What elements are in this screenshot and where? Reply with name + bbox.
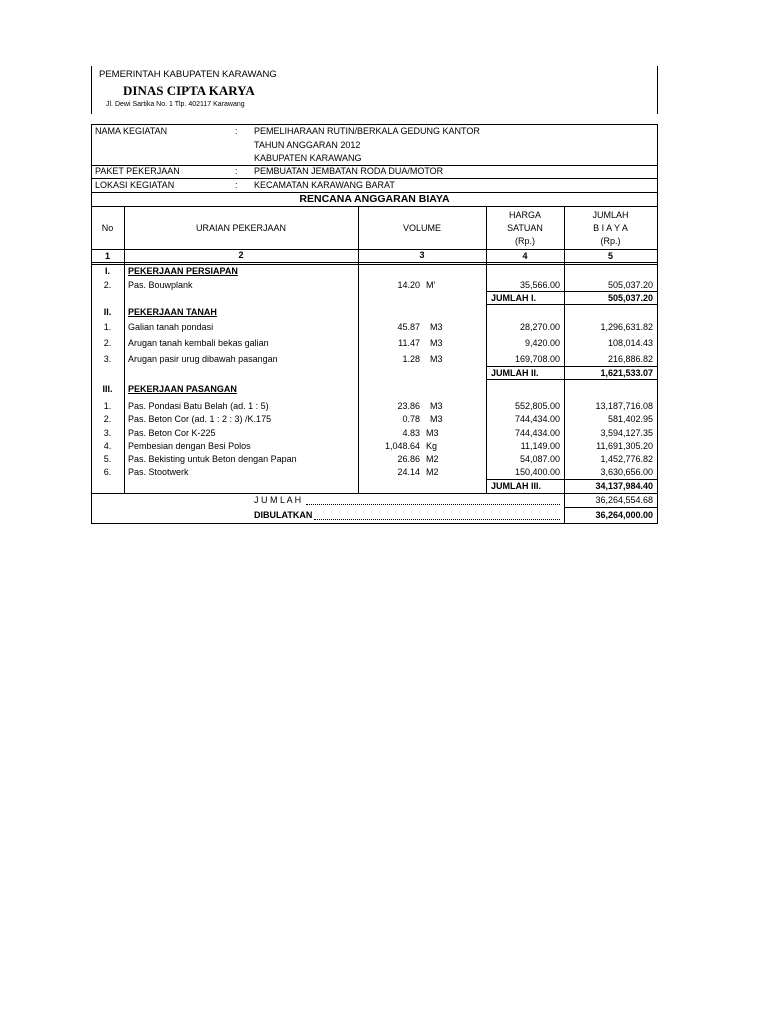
item-no: 2. [103,414,112,424]
col-header-jumlah: B I A Y A [593,223,628,233]
col-header-harga: (Rp.) [515,236,535,246]
agency-name: DINAS CIPTA KARYA [123,83,255,98]
info-top-line [91,124,658,125]
item-total: 581,402.95 [607,414,653,424]
table-right-border [657,192,658,523]
colon: : [235,126,238,136]
item-qty: 1.28 [402,354,420,364]
item-price: 169,708.00 [514,354,560,364]
item-price: 28,270.00 [519,322,560,332]
item-unit: M2 [426,454,439,464]
nama-kegiatan-line-3: KABUPATEN KARAWANG [254,153,362,163]
item-total: 3,630,656.00 [600,467,653,477]
nama-kegiatan-label: NAMA KEGIATAN [95,126,168,136]
item-unit: Kg [426,441,438,451]
item-no: 6. [103,467,112,477]
item-total: 1,296,631.82 [600,322,653,332]
item-desc: Pas. Beton Cor K-225 [128,428,216,438]
item-price: 35,566.00 [519,280,560,290]
item-no: 1. [103,401,112,411]
item-unit: M3 [430,354,443,364]
section-title: PEKERJAAN TANAH [128,307,217,317]
item-price: 744,434.00 [514,428,560,438]
col-number: 3 [419,250,425,260]
col-header-volume: VOLUME [402,223,441,233]
subtotal-label: JUMLAH I. [491,293,536,303]
item-no: 4. [103,441,112,451]
item-qty: 11.47 [398,338,420,348]
subtotal-value: 34,137,984.40 [595,481,653,491]
subtotal-value: 505,037.20 [607,293,653,303]
subtotal-value: 1,621,533.07 [600,368,653,378]
dotted-leader [306,504,560,505]
col-number: 2 [238,250,244,260]
jumlah-value: 36,264,554.68 [595,495,653,505]
col-header-no: No [101,223,114,233]
subtotal-label: JUMLAH II. [491,368,539,378]
col-number: 5 [607,251,613,261]
col-header-uraian: URAIAN PEKERJAAN [195,223,287,233]
colon: : [235,180,238,190]
paket-label: PAKET PEKERJAAN [95,166,180,176]
item-qty: 26.86 [397,454,420,464]
item-qty: 45.87 [397,322,420,332]
dibulatkan-value: 36,264,000.00 [595,510,653,520]
item-unit: M3 [430,414,443,424]
item-unit: M3 [430,338,443,348]
col-header-jumlah: (Rp.) [600,236,621,246]
section-title: PEKERJAAN PASANGAN [128,384,237,394]
lokasi-label: LOKASI KEGIATAN [95,180,175,190]
government-name: PEMERINTAH KABUPATEN KARAWANG [99,69,277,80]
item-desc: Arugan pasir urug dibawah pasangan [128,354,278,364]
item-price: 744,434.00 [514,414,560,424]
item-desc: Pembesian dengan Besi Polos [128,441,251,451]
section-number: III. [102,384,113,394]
paket-value: PEMBUATAN JEMBATAN RODA DUA/MOTOR [254,166,444,176]
item-price: 150,400.00 [514,467,560,477]
dotted-leader [314,519,560,520]
item-qty: 23.86 [397,401,420,411]
section-number: I. [104,266,110,276]
table-title: RENCANA ANGGARAN BIAYA [299,193,450,205]
item-unit: M3 [430,322,443,332]
section-number: II. [103,307,112,317]
border-right-header [657,66,658,114]
item-qty: 1,048.64 [384,441,420,451]
col-number: 4 [522,251,528,261]
colon: : [235,166,238,176]
subtotal-label: JUMLAH III. [491,481,542,491]
jumlah-label: J U M L A H [254,495,302,505]
col-number: 1 [104,251,110,261]
item-desc: Pas. Stootwerk [128,467,189,477]
item-total: 108,014.43 [607,338,653,348]
item-total: 3,594,127.35 [600,428,653,438]
item-qty: 0.78 [402,414,420,424]
item-qty: 14.20 [397,280,420,290]
item-unit: M' [426,280,436,290]
item-no: 2. [103,338,112,348]
item-no: 1. [103,322,112,332]
item-qty: 24.14 [397,467,420,477]
item-unit: M2 [426,467,439,477]
item-no: 3. [103,428,112,438]
item-unit: M3 [426,428,439,438]
item-desc: Pas. Bouwplank [128,280,193,290]
border-left-header [91,66,92,114]
item-price: 54,087.00 [519,454,560,464]
col-header-harga: SATUAN [507,223,543,233]
item-price: 9,420.00 [524,338,560,348]
item-total: 216,886.82 [607,354,653,364]
item-unit: M3 [430,401,443,411]
item-desc: Pas. Beton Cor (ad. 1 : 2 : 3) /K.175 [128,414,272,424]
section-title: PEKERJAAN PERSIAPAN [128,266,238,276]
item-desc: Galian tanah pondasi [128,322,214,332]
item-no: 2. [103,280,112,290]
nama-kegiatan-line-2: TAHUN ANGGARAN 2012 [254,140,361,150]
item-no: 5. [103,454,112,464]
item-total: 505,037.20 [607,280,653,290]
nama-kegiatan-line-1: PEMELIHARAAN RUTIN/BERKALA GEDUNG KANTOR [254,126,480,136]
agency-address: Jl. Dewi Sartika No. 1 Tlp. 402117 Karawang [106,101,245,108]
item-price: 552,805.00 [514,401,560,411]
dibulatkan-label: DIBULATKAN [254,510,313,520]
lokasi-value: KECAMATAN KARAWANG BARAT [254,180,395,190]
item-total: 1,452,776.82 [600,454,653,464]
col-header-harga: HARGA [508,210,541,220]
item-total: 11,691,305.20 [596,441,653,451]
item-no: 3. [103,354,112,364]
item-desc: Pas. Bekisting untuk Beton dengan Papan [128,454,297,464]
item-total: 13,187,716.08 [595,401,653,411]
item-price: 11,149.00 [520,441,560,451]
item-desc: Pas. Pondasi Batu Belah (ad. 1 : 5) [128,401,269,411]
table-bottom-line [91,523,658,524]
item-desc: Arugan tanah kembali bekas galian [128,338,269,348]
col-header-jumlah: JUMLAH [592,210,629,220]
item-qty: 4.83 [402,428,420,438]
